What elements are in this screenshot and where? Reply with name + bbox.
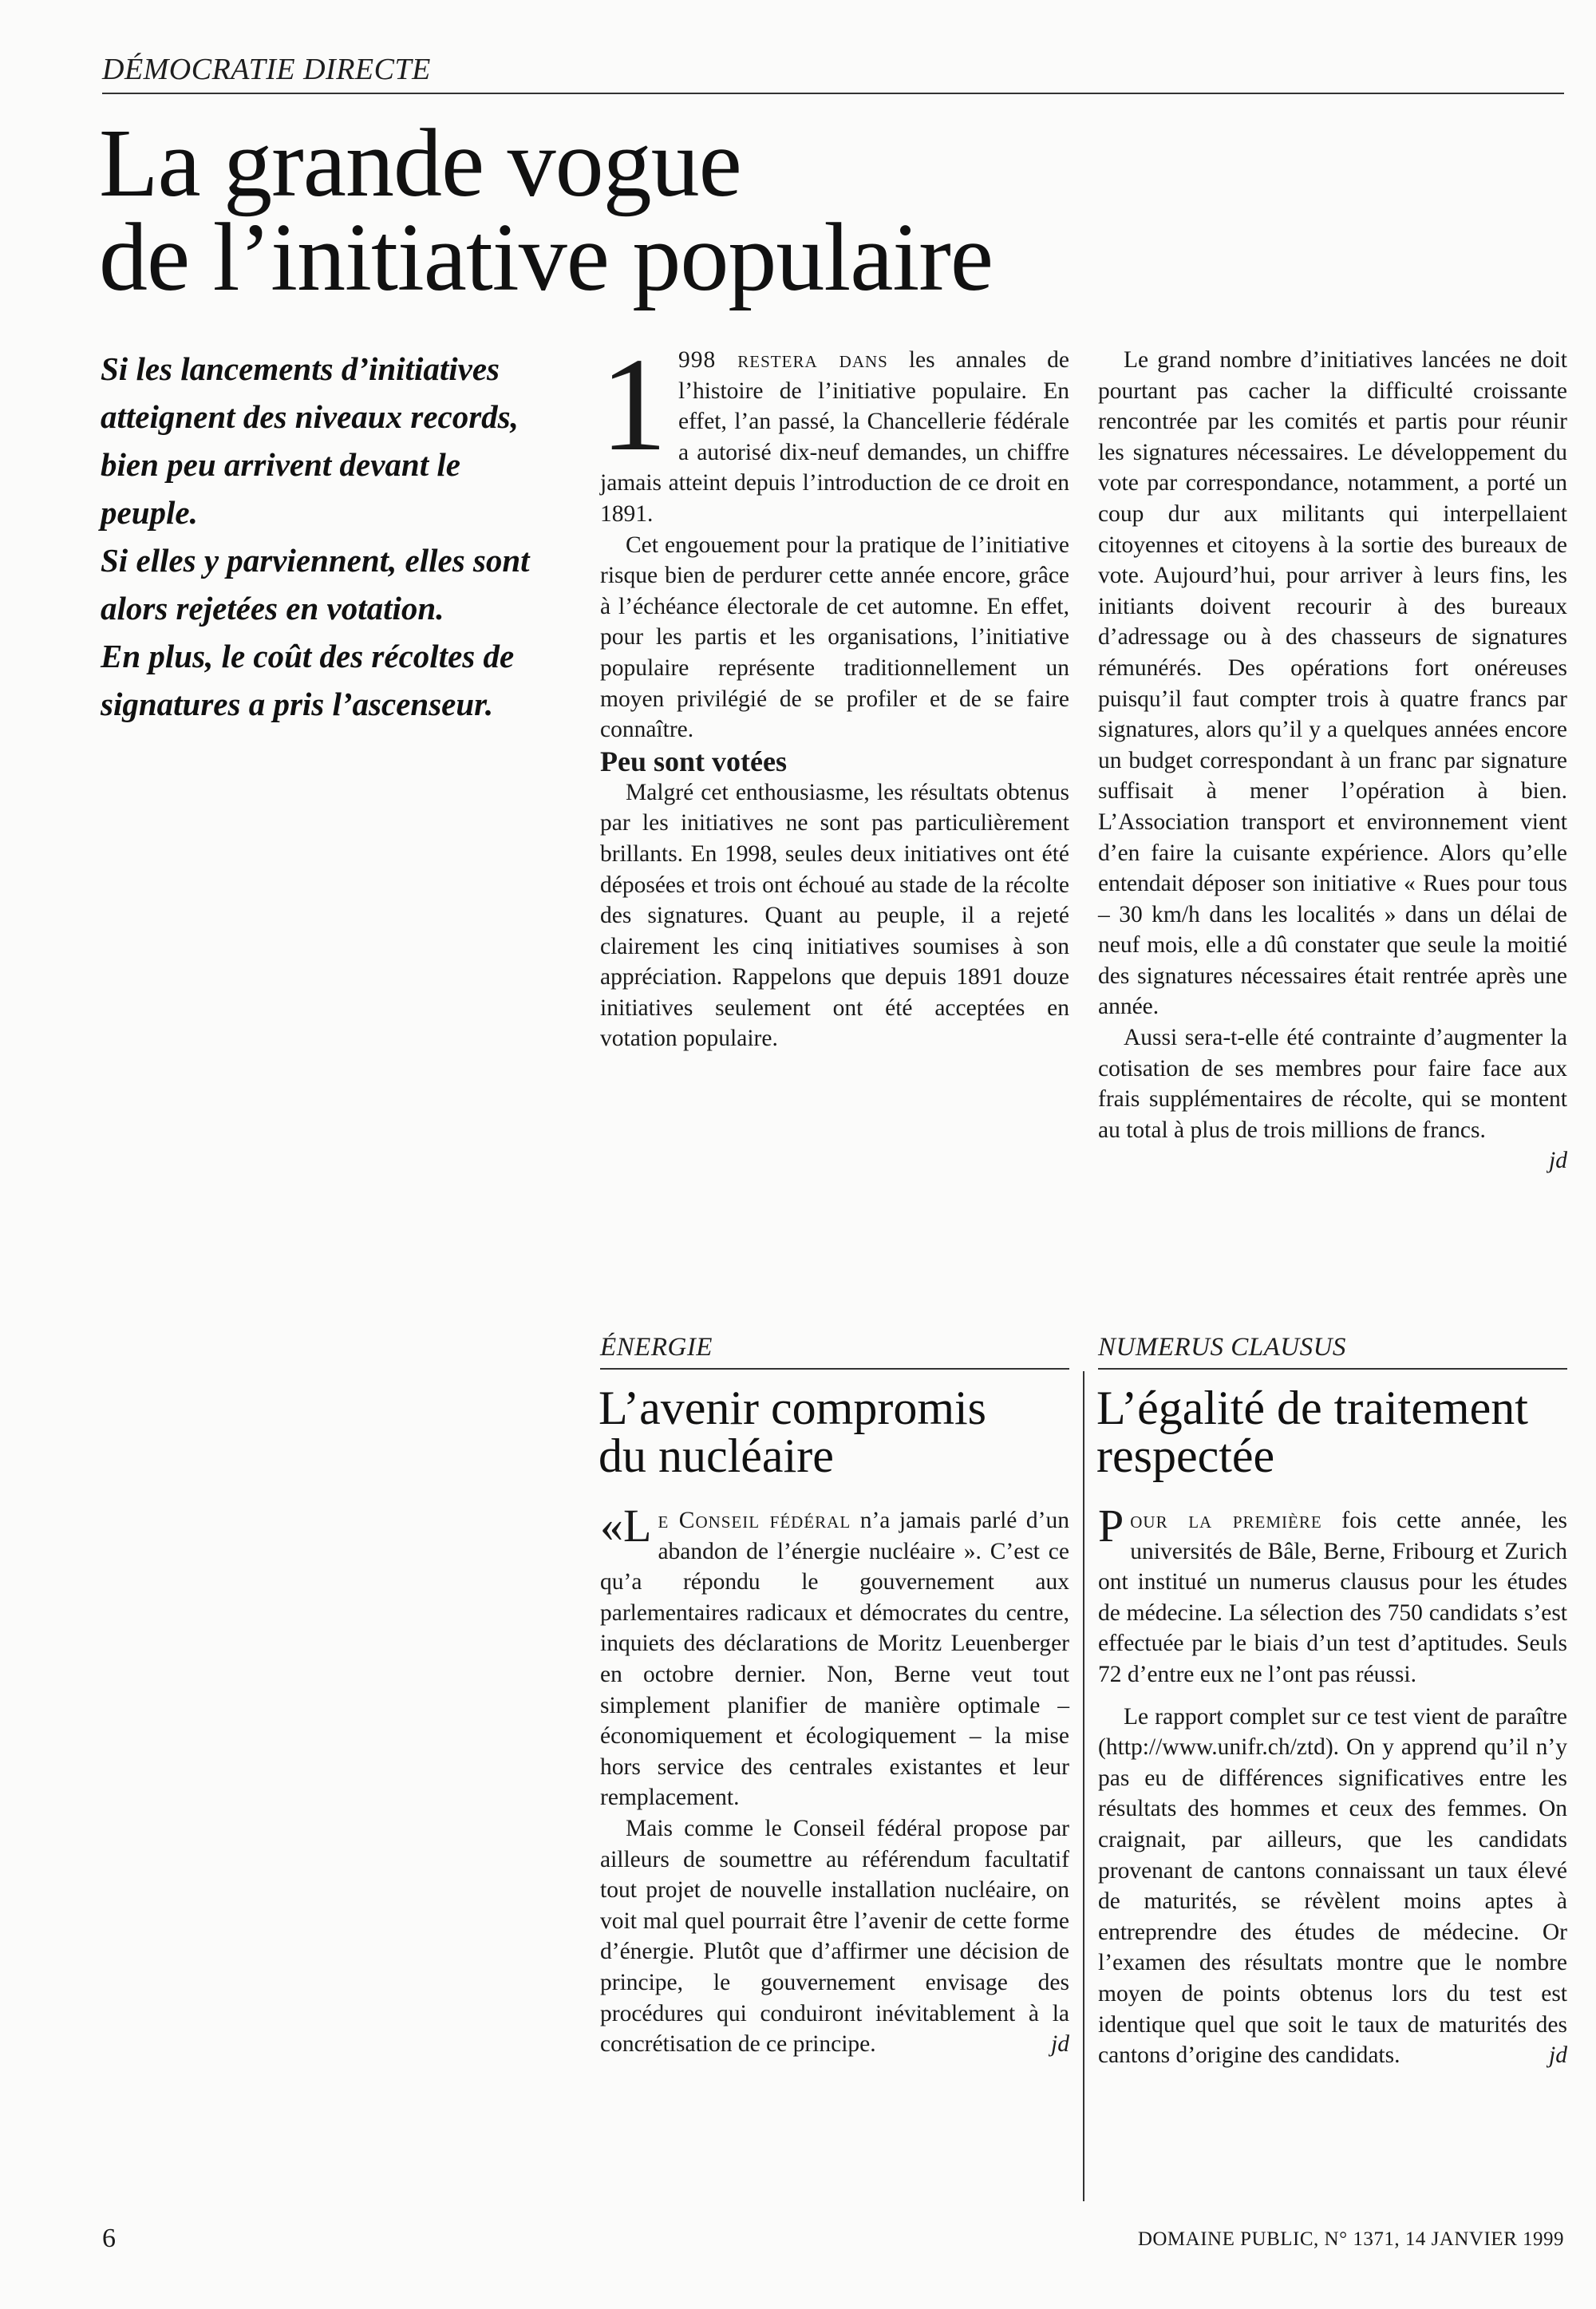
main-article-p2: Cet engouement pour la pratique de l’initiative risque bien de perdurer cette année encore, grâce à l’échéance électorale de cet automne. En effet, pour les partis et les organisations, l’initiative populaire représente traditionnellement un moyen privilégié de se profiler et de se faire connaître. bbox=[600, 532, 1069, 743]
lede bbox=[101, 345, 547, 728]
dropcap: «L bbox=[600, 1500, 652, 1552]
numerus-title: L’égalité de traitement respectée bbox=[1096, 1382, 1528, 1482]
main-article-col-2 bbox=[1098, 345, 1567, 1176]
main-article-p5: Aussi sera-t-elle été contrainte d’augmenter la cotisation de ses membres pour faire face aux frais supplémentaires de récolte, qui se montent au total à plus de trois millions de francs. bbox=[1098, 1025, 1567, 1143]
section-rubric: DÉMOCRATIE DIRECTE bbox=[102, 53, 431, 86]
main-article-p1: 1 998 restera dans les annales de l’histoire de l’initiative populaire. En effet, l’an passé, la Chancellerie fédérale a autorisé dix-neuf demandes, un chiffre jamais atteint depuis l’introduction de ce droit en 1891. bbox=[600, 330, 1069, 527]
lede-paragraph: En plus, le coût des récoltes de signatures a pris l’ascenseur. bbox=[101, 638, 515, 722]
energie-body bbox=[600, 1500, 1069, 2060]
main-article-p4: Le grand nombre d’initiatives lancées ne doit pourtant pas cacher la difficulté croissante rencontrée par les comités et partis pour réunir les signatures nécessaires. Le développement du vote par correspondance, notamment, a porté un coup dur aux militants qui interpellaient citoyennes et citoyens à la sortie des bureaux de vote. Aujourd’hui, pour arriver à leurs fins, les initiants doivent recourir à des bureaux d’adressage ou à des chasseurs de signatures rémunérés. Des opérations fort onéreuses puisqu’il faut compter trois à quatre francs par signatures, alors qu’il y a quelques années encore un budget correspondant à un franc par signature suffisait à mener l’opération à bien. L’Association transport et environnement vient d’en faire la cuisante expérience. Alors qu’elle entendait déposer son initiative « Rues pour tous – 30 km/h dans les localités » dans un délai de neuf mois, elle a dû constater que seule la moitié des signatures nécessaires était rentrée après une année. bbox=[1098, 347, 1567, 1020]
energie-p2: Mais comme le Conseil fédéral propose par ailleurs de soumettre au référendum facultatif tout projet de nouvelle installation nucléaire, on voit mal quel pourrait être l’avenir de cette forme d’énergie. Plutôt que d’affirmer une décision de principe, le gouvernement envisage des procédures qui conduiront inévitablement à la concrétisation de ce principe. jd bbox=[600, 1813, 1069, 2060]
numerus-p2: Le rapport complet sur ce test vient de paraître (http://www.unifr.ch/ztd). On y apprend qu’il n’y pas eu de différences significatives entre les résultats des hommes et ceux des femmes. On craignait, par ailleurs, que les candidats provenant de cantons connaissant un taux élevé de maturités, se révèlent moins aptes à entreprendre des études de médecine. Or l’examen des résultats montre que le nombre moyen de points obtenus lors du test est identique quel que soit le taux de maturités des cantons d’origine des candidats. jd bbox=[1098, 1702, 1567, 2071]
header-rule bbox=[102, 93, 1564, 94]
column-divider bbox=[1083, 1371, 1084, 2201]
numerus-p1: Pour la première fois cette année, les universités de Bâle, Berne, Fribourg et Zurich ont institué un numerus clausus pour les études de médecine. La sélection des 750 candidats s’est effectuée par le biais d’un test d’aptitudes. Seuls 72 d’entre eux ne l’ont pas réussi. bbox=[1098, 1500, 1567, 1687]
publication-info: DOMAINE PUBLIC, N° 1371, 14 JANVIER 1999 bbox=[1137, 2228, 1564, 2250]
numerus-rule bbox=[1098, 1368, 1567, 1370]
page-title bbox=[99, 109, 994, 311]
energie-rule bbox=[600, 1368, 1069, 1370]
page-number: 6 bbox=[102, 2224, 116, 2253]
subheading: Peu sont votées bbox=[600, 745, 787, 777]
energie-rubric: ÉNERGIE bbox=[600, 1333, 713, 1362]
numerus-headline bbox=[1096, 1384, 1528, 1480]
dropcap: 1 bbox=[600, 330, 667, 479]
dropcap: P bbox=[1098, 1500, 1124, 1552]
signature: jd bbox=[1051, 2031, 1069, 2058]
title-line-1: La grande vogue bbox=[99, 109, 741, 217]
numerus-rubric: NUMERUS CLAUSUS bbox=[1098, 1333, 1346, 1362]
main-article-col-1 bbox=[600, 330, 1069, 1054]
energie-p1: «L e Conseil fédéral n’a jamais parlé d’un abandon de l’énergie nucléaire ». C’est ce qu’a répondu le gouvernement aux parlementaires radicaux et démocrates du centre, inquiets des déclarations de Moritz Leuenberger en octobre dernier. Non, Berne veut tout simplement planifier de manière optimale – économiquement et écologiquement – la mise hors service des centrales existantes et leur remplacement. bbox=[600, 1500, 1069, 1811]
energie-headline bbox=[598, 1384, 986, 1480]
signature: jd bbox=[1549, 1148, 1567, 1174]
lede-paragraph: Si elles y parviennent, elles sont alors rejetées en votation. bbox=[101, 542, 530, 627]
main-article-p3: Malgré cet enthousiasme, les résultats obtenus par les initiatives ne sont pas particulièrement brillants. En 1998, seules deux initiatives ont été déposées et trois ont échoué au stade de la récolte des signatures. Quant au peuple, il a rejeté clairement les cinq initiatives soumises à son appréciation. Rappelons que depuis 1891 douze initiatives seulement ont été acceptées en votation populaire. bbox=[600, 779, 1069, 1052]
headline bbox=[99, 109, 994, 311]
numerus-body bbox=[1098, 1500, 1567, 2071]
title-line-2: de l’initiative populaire bbox=[99, 204, 994, 311]
lede-paragraph: Si les lancements d’initiatives atteignent des niveaux records, bien peu arrivent devant le peuple. bbox=[101, 350, 519, 531]
signature: jd bbox=[1549, 2042, 1567, 2069]
energie-title: L’avenir compromis du nucléaire bbox=[598, 1382, 987, 1482]
